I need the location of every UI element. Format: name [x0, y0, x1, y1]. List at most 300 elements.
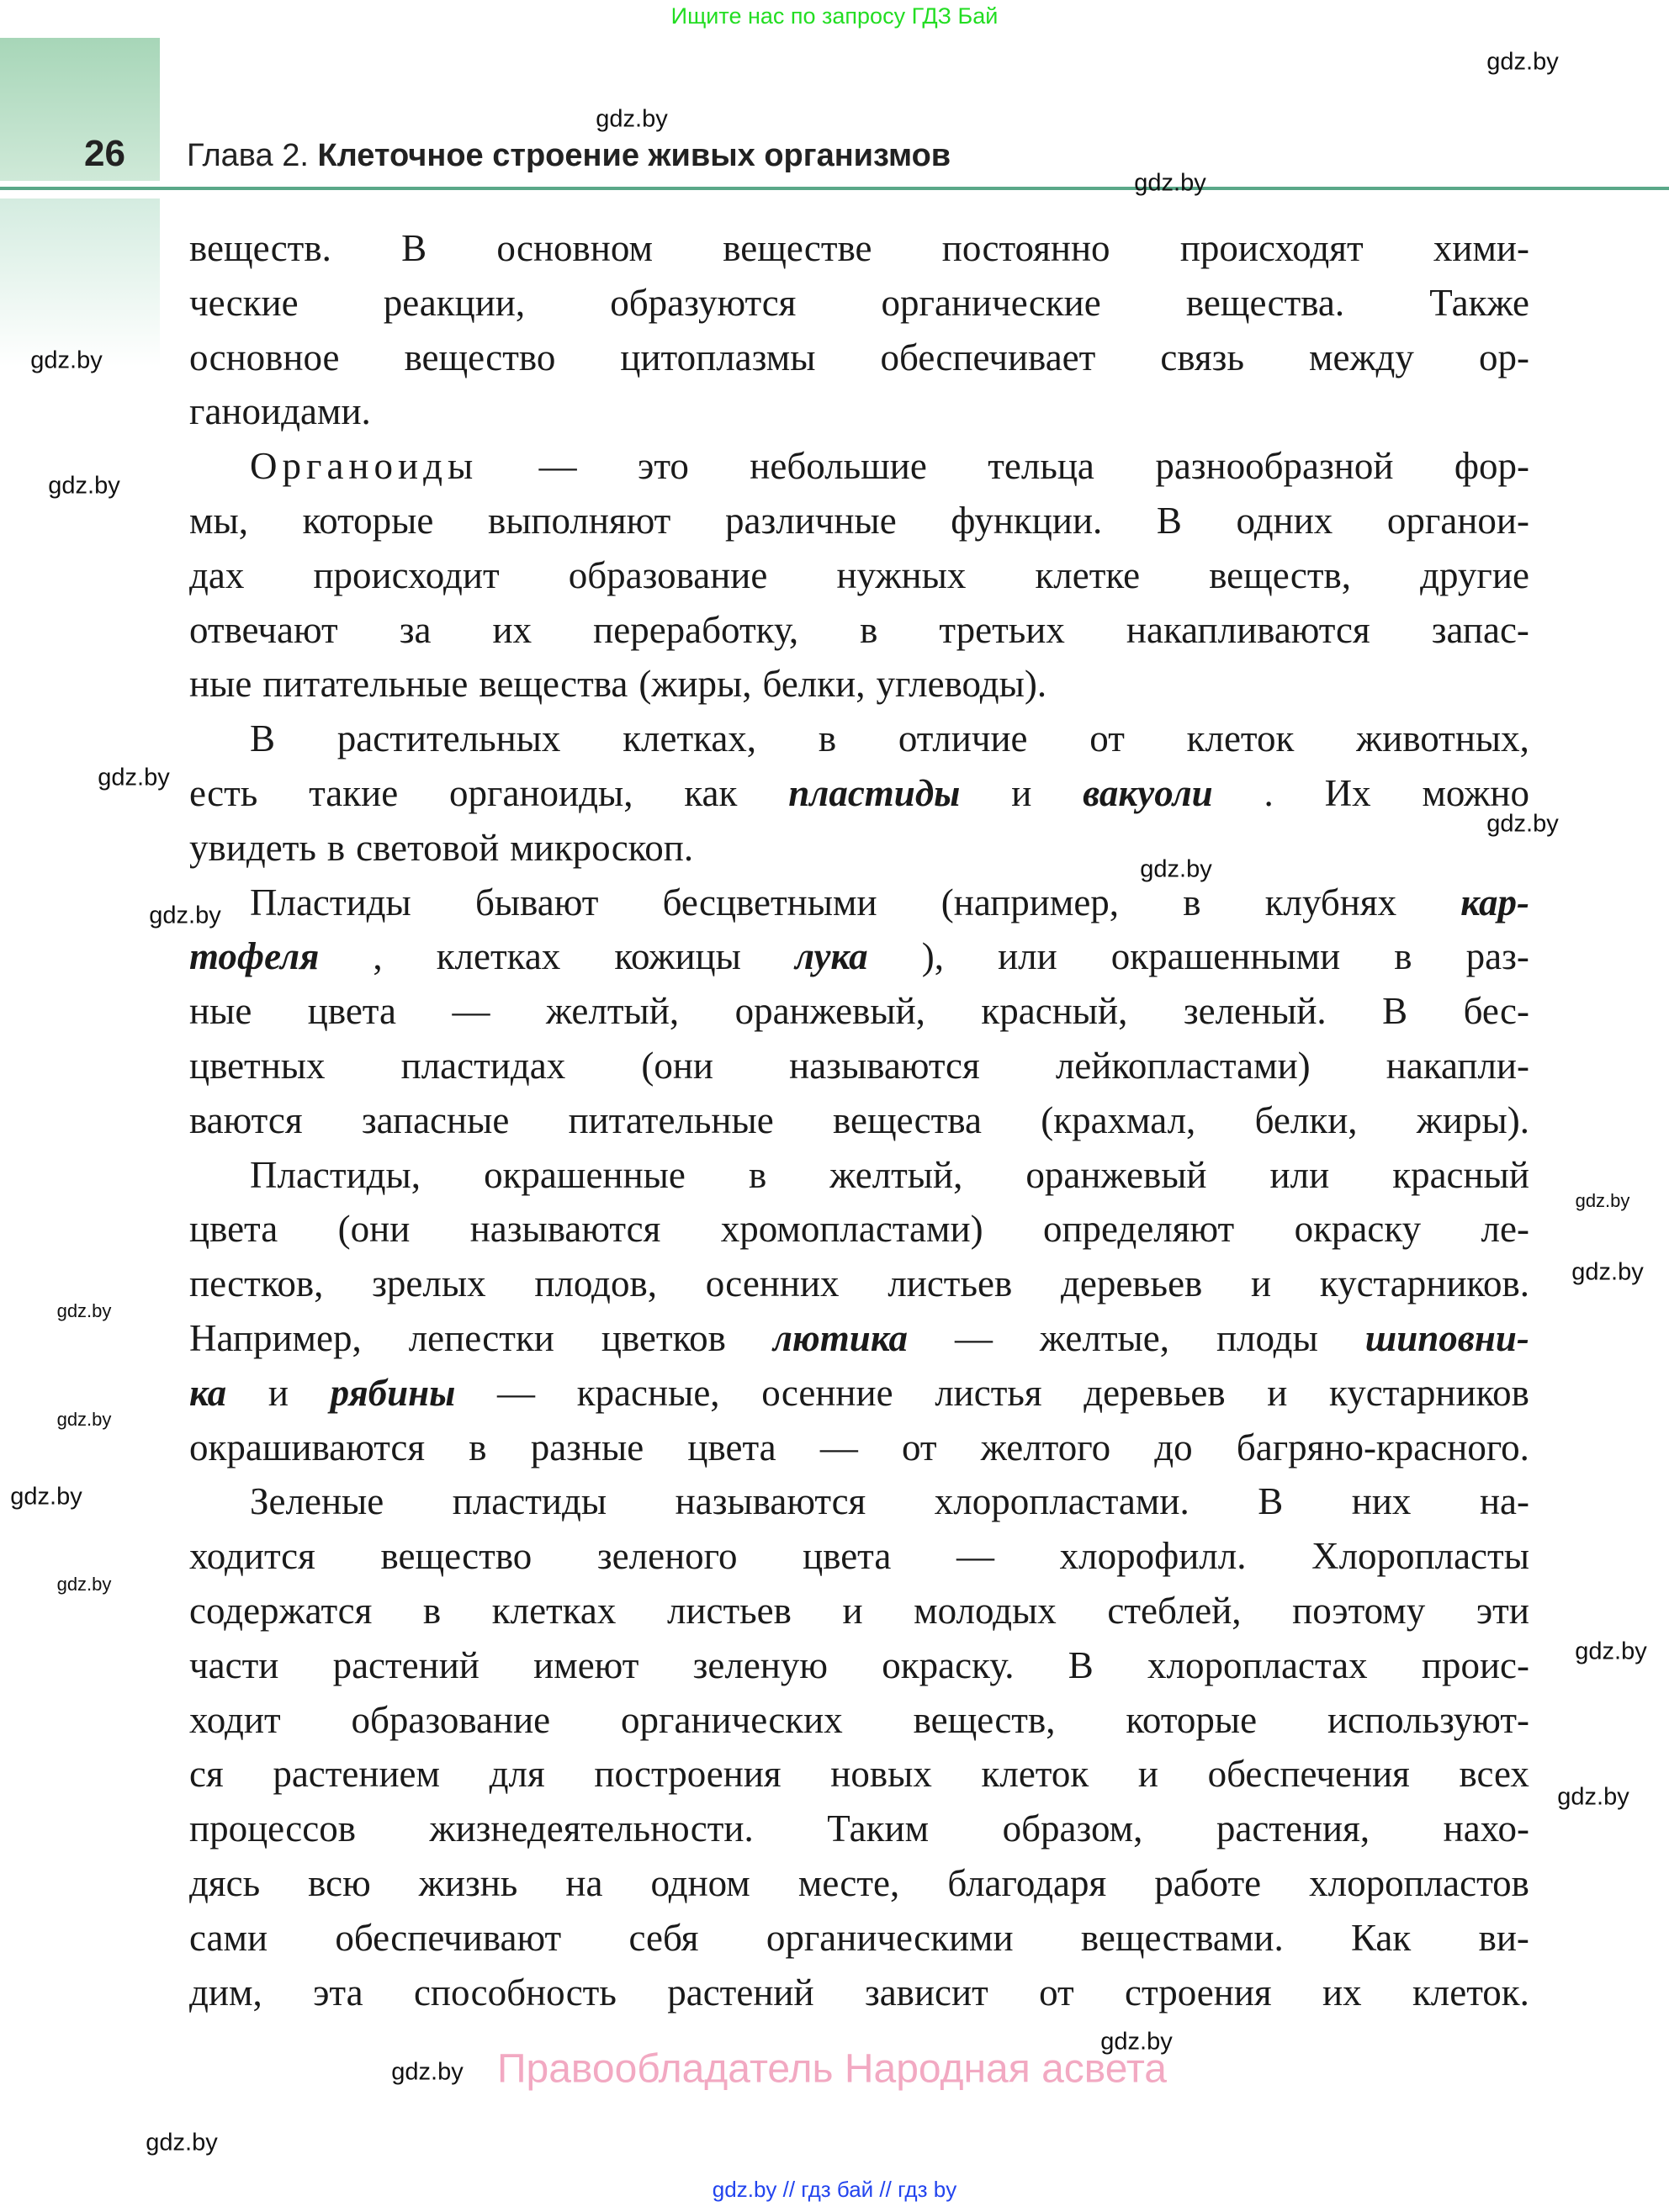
margin-decoration — [0, 198, 160, 367]
watermark: gdz.by — [1486, 48, 1559, 76]
word: жизнь — [418, 1861, 518, 1904]
word: белки, — [1254, 1098, 1358, 1141]
word: всех — [1459, 1753, 1529, 1796]
word: лепестки — [408, 1316, 554, 1359]
word: или — [998, 935, 1057, 978]
word: ор- — [1478, 336, 1529, 378]
watermark: gdz.by — [1140, 855, 1212, 883]
word: нахо- — [1443, 1807, 1529, 1850]
word: Хлоропласты — [1311, 1535, 1529, 1578]
word: ходится — [189, 1535, 315, 1578]
word: цвета — [803, 1535, 892, 1578]
text-line — [189, 439, 1529, 494]
word: белки, — [762, 663, 866, 706]
italic-term: рябины — [330, 1371, 456, 1414]
word: клубнях — [1264, 881, 1397, 923]
watermark: gdz.by — [56, 1300, 112, 1321]
watermark: gdz.by — [56, 1409, 112, 1430]
word: (они — [641, 1044, 714, 1087]
word: такие — [309, 771, 399, 814]
italic-term: лука — [794, 935, 868, 978]
word: работе — [1154, 1861, 1262, 1904]
word: на- — [1479, 1480, 1529, 1523]
word: эти — [1476, 1589, 1529, 1632]
text-line — [189, 1474, 1529, 1529]
word: образование — [568, 553, 768, 596]
word: питательные — [262, 663, 469, 706]
text-line — [189, 1584, 1529, 1638]
word: микроскоп. — [510, 826, 694, 869]
text-line — [189, 1911, 1529, 1966]
word: вещества — [832, 1098, 982, 1141]
word: пластиды — [452, 1480, 607, 1523]
word: процессов — [189, 1807, 356, 1850]
word: хромопластами) — [720, 1208, 983, 1251]
word: хлорофилл. — [1059, 1535, 1247, 1578]
word: реакции, — [383, 281, 526, 324]
footer-links[interactable]: gdz.by // гдз бай // гдз by — [712, 2177, 957, 2202]
italic-term: пластиды — [788, 771, 961, 814]
word: красный — [1392, 1153, 1529, 1196]
italic-term: кар- — [1460, 881, 1529, 923]
word: веществ, — [913, 1698, 1056, 1741]
word: клетке — [1035, 553, 1141, 596]
word: оранжевый — [1025, 1153, 1207, 1196]
text-line — [189, 1747, 1529, 1802]
italic-term: ка — [189, 1371, 227, 1414]
word: листьев — [887, 1262, 1013, 1305]
word: в — [469, 1426, 487, 1468]
text-line — [189, 221, 1529, 276]
text-line — [189, 1202, 1529, 1257]
word: и — [1251, 1262, 1272, 1305]
text-line — [189, 929, 1529, 984]
text-line — [189, 821, 1529, 876]
word: — — [956, 1535, 994, 1578]
word: бывают — [474, 881, 599, 923]
word: мы, — [189, 499, 248, 542]
word: от — [1089, 717, 1125, 760]
word: содержатся — [189, 1589, 373, 1632]
word: окраску — [1294, 1208, 1422, 1251]
watermark: gdz.by — [1100, 2028, 1173, 2056]
word: окрашиваются — [189, 1426, 426, 1468]
word: эта — [313, 1971, 363, 2014]
text-line — [189, 712, 1529, 766]
word: — — [819, 1426, 858, 1468]
text-line — [189, 603, 1529, 658]
word: зеленый. — [1183, 990, 1327, 1033]
watermark: gdz.by — [1486, 810, 1559, 838]
watermark: gdz.by — [596, 105, 668, 133]
search-hint-banner: Ищите нас по запросу ГДЗ Бай — [670, 3, 999, 29]
italic-term: шиповни- — [1364, 1316, 1529, 1359]
word: растения, — [1216, 1807, 1370, 1850]
text-line — [189, 1856, 1529, 1911]
text-line — [189, 1966, 1529, 2020]
word: листьев — [666, 1589, 792, 1632]
word: Пластиды, — [250, 1153, 421, 1196]
text-line — [189, 1093, 1529, 1148]
word: хлоропластов — [1309, 1861, 1529, 1904]
word: дясь — [189, 1861, 261, 1904]
word: хлоропластами. — [934, 1480, 1189, 1523]
watermark: gdz.by — [1134, 169, 1206, 197]
word: и — [842, 1589, 863, 1632]
word: желтого — [980, 1426, 1111, 1468]
word: для — [489, 1753, 545, 1796]
word: органоиды, — [449, 771, 633, 814]
watermark: gdz.by — [1571, 1258, 1644, 1286]
word: растений — [332, 1643, 480, 1686]
word: накапливаются — [1126, 608, 1370, 651]
word: новых — [830, 1753, 932, 1796]
word: ходит — [189, 1698, 281, 1741]
word: между — [1309, 336, 1414, 378]
page-number: 26 — [84, 133, 125, 174]
word: ви- — [1478, 1916, 1529, 1959]
word: деревьев — [1060, 1262, 1203, 1305]
watermark: gdz.by — [98, 764, 170, 791]
word: ле- — [1481, 1208, 1529, 1251]
watermark: gdz.by — [48, 472, 120, 500]
word: цвета — [307, 990, 396, 1033]
word: вещества. — [1185, 281, 1345, 324]
word: называются — [469, 1208, 661, 1251]
word: бесцветными — [662, 881, 877, 923]
word: багряно-красного. — [1236, 1426, 1529, 1468]
text-line — [189, 984, 1529, 1039]
word: в — [1183, 881, 1201, 923]
word: это — [638, 445, 689, 488]
copyright-notice: Правообладатель Народная асвета — [497, 2046, 1167, 2092]
word: Пластиды — [250, 881, 411, 923]
watermark: gdz.by — [10, 1483, 82, 1511]
word: в — [1394, 935, 1412, 978]
word: — — [497, 1371, 536, 1414]
word: растений — [667, 1971, 814, 2014]
watermark: gdz.by — [1575, 1638, 1647, 1665]
word: (например, — [940, 881, 1120, 923]
word: в — [326, 826, 346, 869]
word: накапли- — [1386, 1044, 1529, 1087]
word: поэтому — [1292, 1589, 1426, 1632]
text-line — [189, 1802, 1529, 1856]
word: (жиры, — [638, 663, 752, 706]
word: есть — [189, 771, 258, 814]
text-line — [189, 276, 1529, 331]
word: зависит — [864, 1971, 988, 2014]
page-body-text — [189, 221, 1529, 2019]
word: части — [189, 1643, 279, 1686]
word: пестков, — [189, 1262, 324, 1305]
word: определяют — [1042, 1208, 1235, 1251]
word: запас- — [1431, 608, 1529, 651]
word: , — [373, 935, 383, 978]
word: всю — [308, 1861, 371, 1904]
word: сами — [189, 1916, 268, 1959]
word: — — [538, 445, 577, 488]
word: используют- — [1327, 1698, 1529, 1741]
text-line — [189, 1148, 1529, 1203]
text-line — [189, 766, 1529, 821]
word: происходят — [1179, 227, 1364, 269]
word: разные — [530, 1426, 644, 1468]
word: зрелых — [372, 1262, 486, 1305]
word: хлоропластах — [1147, 1643, 1368, 1686]
word: окрашенные — [484, 1153, 686, 1196]
text-line — [189, 657, 1529, 712]
word: веществами. — [1080, 1916, 1284, 1959]
word: в — [748, 1153, 767, 1196]
word: Например, — [189, 1316, 362, 1359]
word: цветков — [601, 1316, 726, 1359]
word: желтый, — [829, 1153, 963, 1196]
word: растительных — [336, 717, 561, 760]
word: раз- — [1465, 935, 1529, 978]
word: Как — [1351, 1916, 1412, 1959]
text-line — [189, 331, 1529, 385]
word: можно — [1422, 771, 1529, 814]
word: хими- — [1433, 227, 1529, 269]
word: . — [1264, 771, 1274, 814]
italic-term: лютика — [772, 1316, 909, 1359]
chapter-title: Клеточное строение живых организмов — [317, 138, 951, 173]
word: дим, — [189, 1971, 262, 2014]
word: клеток — [981, 1753, 1089, 1796]
word: как — [684, 771, 738, 814]
word: веществе — [723, 227, 872, 269]
word: В — [1156, 499, 1182, 542]
word: окрашенными — [1110, 935, 1341, 978]
word: в — [818, 717, 837, 760]
word: называются — [675, 1480, 866, 1523]
watermark: gdz.by — [391, 2058, 464, 2086]
word: переработку, — [593, 608, 799, 651]
word: цветных — [189, 1044, 326, 1087]
word: плоды — [1216, 1316, 1318, 1359]
text-line — [189, 1039, 1529, 1093]
word: веществ, — [1209, 553, 1352, 596]
word: кожицы — [614, 935, 741, 978]
word: животных, — [1356, 717, 1529, 760]
text-line — [189, 1366, 1529, 1421]
word: клеток. — [1412, 1971, 1529, 2014]
word: осенних — [705, 1262, 840, 1305]
word: Таким — [827, 1807, 930, 1850]
word: клеток — [1186, 717, 1295, 760]
word: В — [1382, 990, 1408, 1033]
word: связь — [1160, 336, 1244, 378]
word: построения — [594, 1753, 782, 1796]
word: цвета — [189, 1208, 278, 1251]
word: в — [860, 608, 878, 651]
word: ные — [189, 990, 252, 1033]
word: ваются — [189, 1098, 303, 1141]
word: другие — [1420, 553, 1529, 596]
word: проис- — [1421, 1643, 1529, 1686]
word: до — [1154, 1426, 1193, 1468]
word: (крахмал, — [1041, 1098, 1196, 1141]
word: нужных — [836, 553, 967, 596]
word: обеспечивают — [335, 1916, 562, 1959]
word: ся — [189, 1753, 224, 1796]
word: органических — [621, 1698, 843, 1741]
word: питательные — [568, 1098, 774, 1141]
word: В — [1258, 1480, 1284, 1523]
word: органическими — [766, 1916, 1014, 1959]
word: одних — [1236, 499, 1333, 542]
word: Также — [1429, 281, 1529, 324]
text-line — [189, 1257, 1529, 1311]
word: бес- — [1463, 990, 1529, 1033]
word: лейкопластами) — [1055, 1044, 1311, 1087]
word: веществ. — [189, 227, 331, 269]
word: них — [1351, 1480, 1412, 1523]
word: их — [492, 608, 532, 651]
word: органои- — [1386, 499, 1529, 542]
word: за — [399, 608, 432, 651]
word: кустарников. — [1319, 1262, 1529, 1305]
word: Зеленые — [250, 1480, 384, 1523]
word: обеспечения — [1207, 1753, 1410, 1796]
word: имеют — [533, 1643, 639, 1686]
word: вещество — [380, 1535, 532, 1578]
italic-term: тофеля — [189, 935, 320, 978]
text-line — [189, 494, 1529, 548]
word: цитоплазмы — [620, 336, 816, 378]
word: которые — [302, 499, 434, 542]
word: зеленого — [596, 1535, 738, 1578]
word: Их — [1324, 771, 1371, 814]
word: постоянно — [941, 227, 1110, 269]
word: благодаря — [947, 1861, 1107, 1904]
word: увидеть — [189, 826, 316, 869]
word: органические — [881, 281, 1101, 324]
header-divider — [0, 187, 1669, 190]
word: В — [250, 717, 276, 760]
word: их — [1322, 1971, 1362, 2014]
word: называются — [789, 1044, 980, 1087]
text-line — [189, 1693, 1529, 1748]
word: и — [1267, 1371, 1288, 1414]
word: обеспечивает — [880, 336, 1096, 378]
word: В — [401, 227, 427, 269]
word: небольшие — [750, 445, 927, 488]
word: оранжевый, — [734, 990, 925, 1033]
word: функции. — [951, 499, 1103, 542]
word: плодов, — [534, 1262, 657, 1305]
word: желтый, — [545, 990, 680, 1033]
word: осенние — [761, 1371, 893, 1414]
watermark: gdz.by — [30, 347, 103, 374]
text-line — [189, 876, 1529, 930]
word: углеводы). — [876, 663, 1047, 706]
word: и — [268, 1371, 289, 1414]
text-line — [189, 384, 1529, 439]
watermark: gdz.by — [146, 2129, 218, 2156]
spaced-term: Органоиды — [250, 445, 479, 488]
word: в — [422, 1589, 442, 1632]
word: месте, — [797, 1861, 900, 1904]
word: на — [565, 1861, 603, 1904]
text-line — [189, 1311, 1529, 1366]
word: одном — [650, 1861, 750, 1904]
word: образуются — [610, 281, 797, 324]
word: основное — [189, 336, 340, 378]
word: образование — [351, 1698, 551, 1741]
word: пластидах — [400, 1044, 566, 1087]
word: ные — [189, 663, 252, 706]
chapter-label: Глава 2. — [187, 138, 309, 173]
word: способность — [413, 1971, 617, 2014]
word: различные — [724, 499, 897, 542]
running-header — [187, 138, 951, 174]
word: клетках — [491, 1589, 617, 1632]
word: В — [1068, 1643, 1094, 1686]
word: разнообразной — [1155, 445, 1394, 488]
word: и — [1137, 1753, 1158, 1796]
word: третьих — [939, 608, 1065, 651]
word: дах — [189, 553, 245, 596]
word: окраску. — [882, 1643, 1015, 1686]
word: красные, — [576, 1371, 720, 1414]
word: цвета — [687, 1426, 776, 1468]
word: клетках, — [623, 717, 757, 760]
word: отличие — [898, 717, 1028, 760]
text-line — [189, 1638, 1529, 1693]
word: кустарников — [1329, 1371, 1529, 1414]
word: которые — [1126, 1698, 1258, 1741]
italic-term: вакуоли — [1083, 771, 1213, 814]
word: деревьев — [1084, 1371, 1226, 1414]
word: ), — [921, 935, 944, 978]
word: листья — [935, 1371, 1042, 1414]
word: молодых — [914, 1589, 1057, 1632]
word: жизнедеятельности. — [429, 1807, 754, 1850]
word: и — [1011, 771, 1032, 814]
word: происходит — [313, 553, 500, 596]
watermark: gdz.by — [1557, 1783, 1629, 1811]
word: ческие — [189, 281, 299, 324]
word: или — [1269, 1153, 1330, 1196]
word: жиры). — [1416, 1098, 1529, 1141]
word: вещества — [479, 663, 628, 706]
word: световой — [356, 826, 500, 869]
word: строения — [1125, 1971, 1272, 2014]
watermark: gdz.by — [1575, 1190, 1630, 1211]
word: от — [1039, 1971, 1074, 2014]
word: стеблей, — [1107, 1589, 1242, 1632]
word: себя — [628, 1916, 699, 1959]
watermark: gdz.by — [149, 902, 221, 929]
word: от — [902, 1426, 937, 1468]
word: запасные — [361, 1098, 510, 1141]
text-line — [189, 1421, 1529, 1475]
word: желтые, — [1039, 1316, 1169, 1359]
word: тельца — [988, 445, 1094, 488]
page-number-tab — [0, 38, 160, 181]
watermark: gdz.by — [56, 1574, 112, 1595]
word: — — [954, 1316, 993, 1359]
text-line — [189, 1529, 1529, 1584]
word: основном — [496, 227, 653, 269]
word: зеленую — [692, 1643, 828, 1686]
text-line — [189, 548, 1529, 603]
word: растением — [273, 1753, 441, 1796]
word: фор- — [1454, 445, 1529, 488]
word: отвечают — [189, 608, 338, 651]
